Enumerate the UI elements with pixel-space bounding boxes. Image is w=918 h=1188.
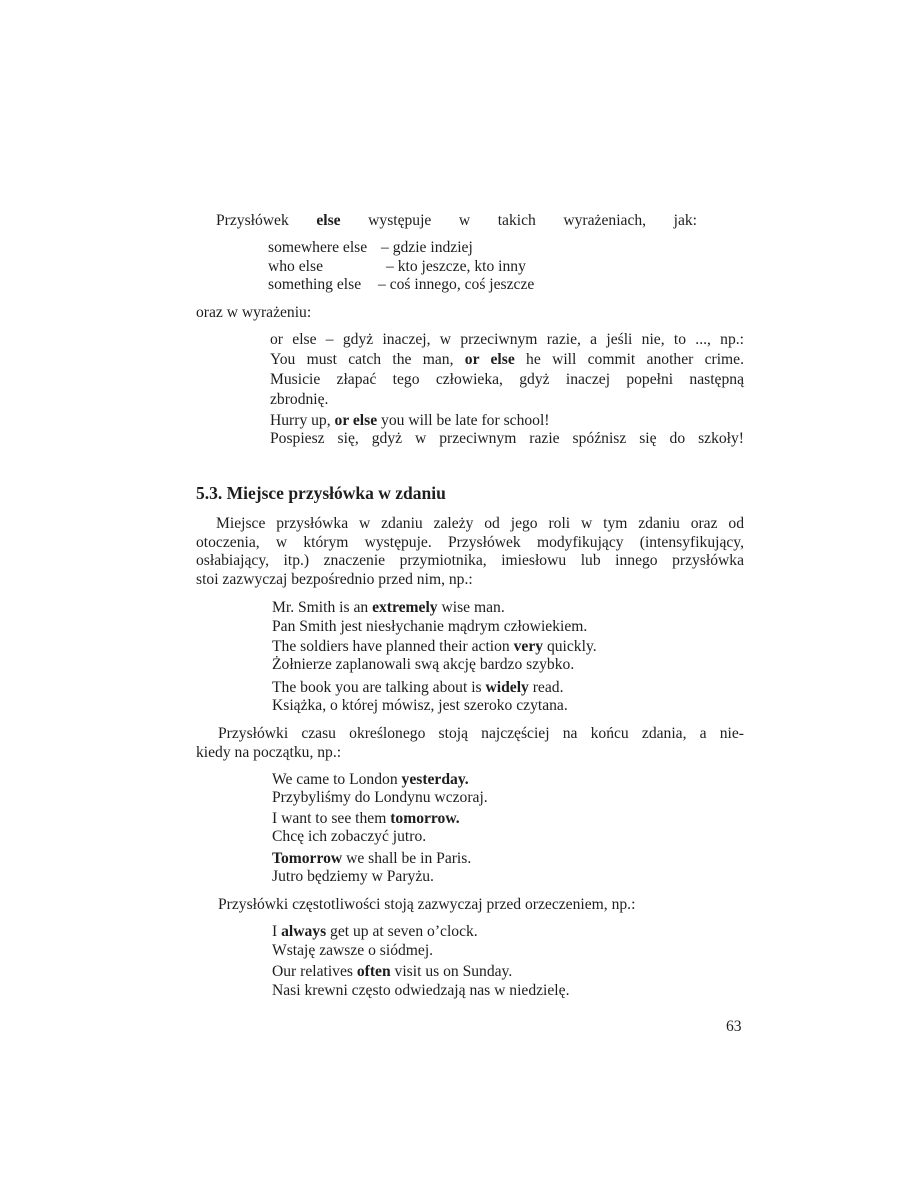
or-else-example-1-pl-cont: zbrodnię. bbox=[270, 391, 329, 408]
expr-2: who else bbox=[268, 258, 323, 275]
or-else-example-1-pl: Musicie złapać tego człowieka, gdyż inaczej popełni następną bbox=[270, 371, 744, 388]
paragraph-2: kiedy na początku, np.: bbox=[196, 744, 342, 761]
example-b1-pl: Przybyliśmy do Londynu wczoraj. bbox=[272, 789, 488, 806]
or-else-example-2: Hurry up, or else you will be late for school! bbox=[270, 412, 550, 429]
expr-3: something else bbox=[268, 276, 362, 293]
example-a1-pl: Pan Smith jest niesłychanie mądrym człowiekiem. bbox=[272, 618, 588, 635]
example-b1: We came to London yesterday. bbox=[272, 771, 469, 788]
example-c2-pl: Nasi krewni często odwiedzają nas w niedzielę. bbox=[272, 982, 570, 999]
example-a3-pl: Książka, o której mówisz, jest szeroko czytana. bbox=[272, 697, 568, 714]
example-b3: Tomorrow we shall be in Paris. bbox=[272, 850, 472, 867]
example-c1-pl: Wstaję zawsze o siódmej. bbox=[272, 942, 434, 959]
paragraph-3: Przysłówki częstotliwości stoją zazwyczaj przed orzeczeniem, np.: bbox=[218, 896, 636, 913]
example-a1: Mr. Smith is an extremely wise man. bbox=[272, 599, 505, 616]
expr-2-meaning: – kto jeszcze, kto inny bbox=[386, 258, 526, 275]
else-intro: Przysłówek else występuje w takich wyrażeniach, jak: bbox=[216, 212, 697, 229]
section-heading: 5.3. Miejsce przysłówka w zdaniu bbox=[196, 483, 446, 503]
or-else-example-1: You must catch the man, or else he will commit another crime. bbox=[270, 351, 744, 368]
example-c2: Our relatives often visit us on Sunday. bbox=[272, 963, 513, 980]
expr-3-meaning: – coś innego, coś jeszcze bbox=[378, 276, 535, 293]
paragraph-1: otoczenia, w którym występuje. Przysłówek modyfikujący (intensyfikujący, bbox=[196, 534, 744, 551]
expr-1-meaning: – gdzie indziej bbox=[381, 239, 473, 256]
example-b2: I want to see them tomorrow. bbox=[272, 810, 460, 827]
example-b3-pl: Jutro będziemy w Paryżu. bbox=[272, 868, 434, 885]
paragraph-2: Przysłówki czasu określonego stoją najczęściej na końcu zdania, a nie- bbox=[218, 725, 744, 742]
page-number: 63 bbox=[726, 1018, 742, 1035]
or-else-definition: or else – gdyż inaczej, w przeciwnym razie, a jeśli nie, to ..., np.: bbox=[270, 331, 744, 348]
example-a2: The soldiers have planned their action very quickly. bbox=[272, 638, 597, 655]
paragraph-1: stoi zazwyczaj bezpośrednio przed nim, np.: bbox=[196, 571, 473, 588]
or-else-example-2-pl: Pospiesz się, gdyż w przeciwnym razie spóźnisz się do szkoły! bbox=[270, 430, 744, 447]
example-c1: I always get up at seven o’clock. bbox=[272, 923, 478, 940]
oraz-line: oraz w wyrażeniu: bbox=[196, 304, 312, 321]
expr-1: somewhere else bbox=[268, 239, 368, 256]
example-a3: The book you are talking about is widely read. bbox=[272, 679, 564, 696]
example-a2-pl: Żołnierze zaplanowali swą akcję bardzo szybko. bbox=[272, 656, 575, 673]
example-b2-pl: Chcę ich zobaczyć jutro. bbox=[272, 828, 427, 845]
paragraph-1: osłabiający, itp.) znaczenie przymiotnika, imiesłowu lub innego przysłówka bbox=[196, 552, 744, 569]
paragraph-1: Miejsce przysłówka w zdaniu zależy od jego roli w tym zdaniu oraz od bbox=[216, 515, 744, 532]
